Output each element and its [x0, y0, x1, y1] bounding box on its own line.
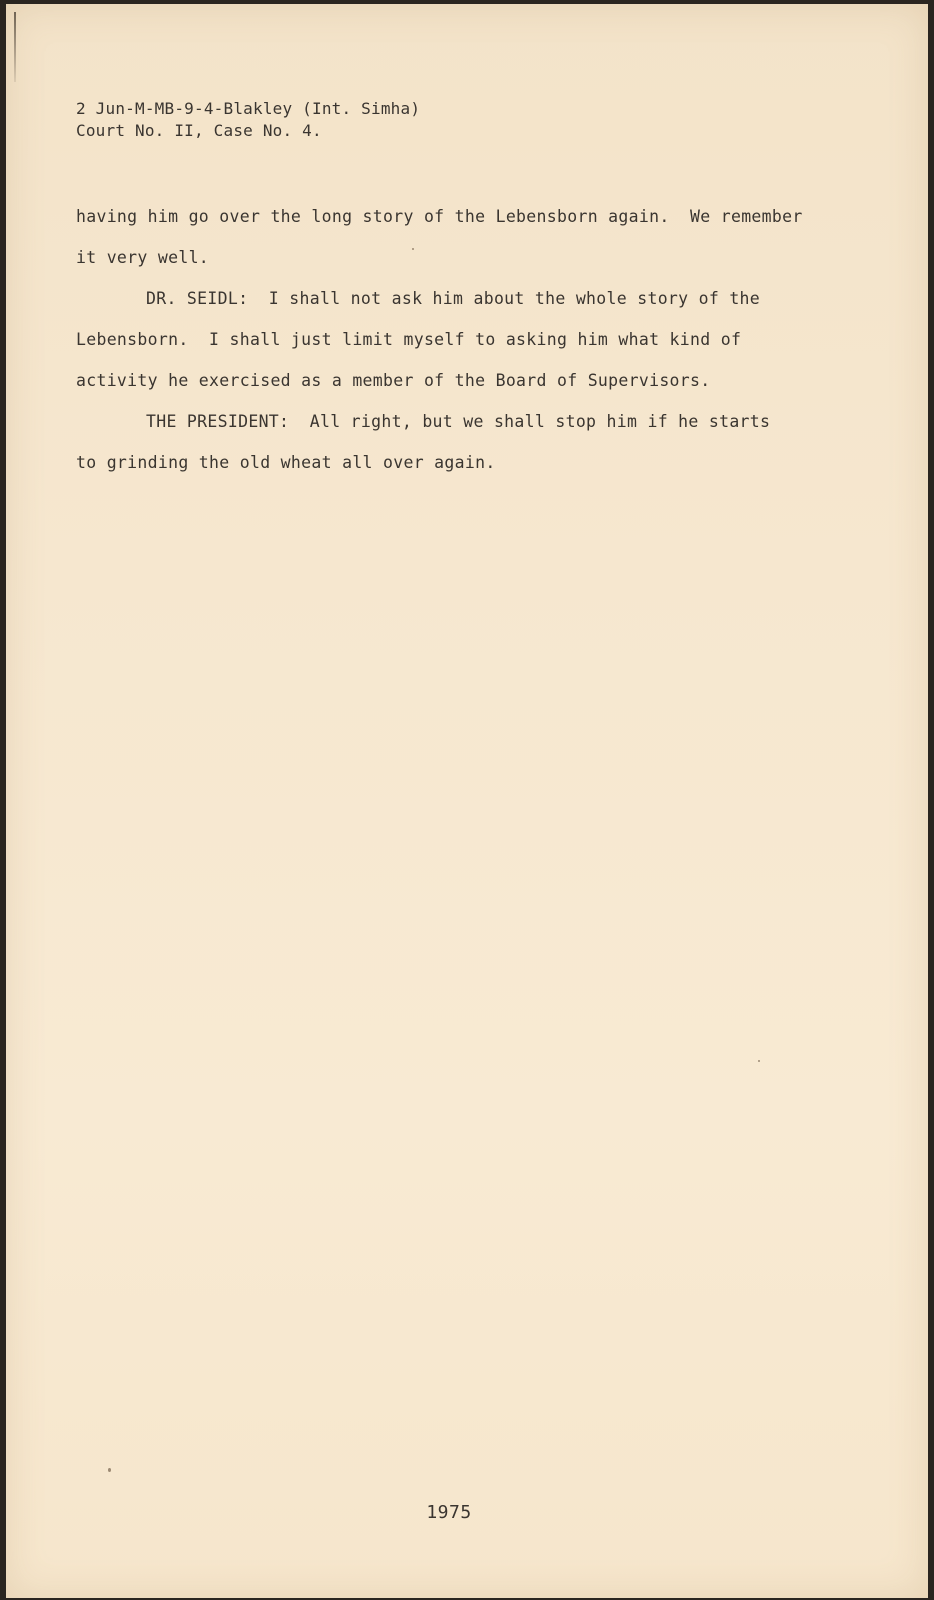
header-reference-line: 2 Jun-M-MB-9-4-Blakley (Int. Simha): [76, 99, 421, 118]
binding-mark: [14, 12, 16, 82]
transcript-line: it very well.: [76, 248, 210, 267]
document-header: [76, 98, 420, 142]
transcript-line: to grinding the old wheat all over again.: [76, 453, 496, 472]
paper-speck: [108, 1468, 111, 1472]
header-court-line: Court No. II, Case No. 4.: [76, 121, 322, 140]
transcript-line: activity he exercised as a member of the Board of Supervisors.: [76, 371, 711, 390]
transcript-line: THE PRESIDENT: All right, but we shall stop him if he starts: [146, 412, 771, 431]
transcript-line: having him go over the long story of the Lebensborn again. We remember: [76, 207, 803, 226]
transcript-line: DR. SEIDL: I shall not ask him about the whole story of the: [146, 289, 761, 308]
page-number: 1975: [426, 1502, 472, 1523]
transcript-line: Lebensborn. I shall just limit myself to asking him what kind of: [76, 330, 742, 349]
paper-speck: [758, 1060, 760, 1062]
document-page: [6, 4, 928, 1598]
paper-speck: [412, 248, 414, 250]
transcript-body: [76, 196, 816, 483]
